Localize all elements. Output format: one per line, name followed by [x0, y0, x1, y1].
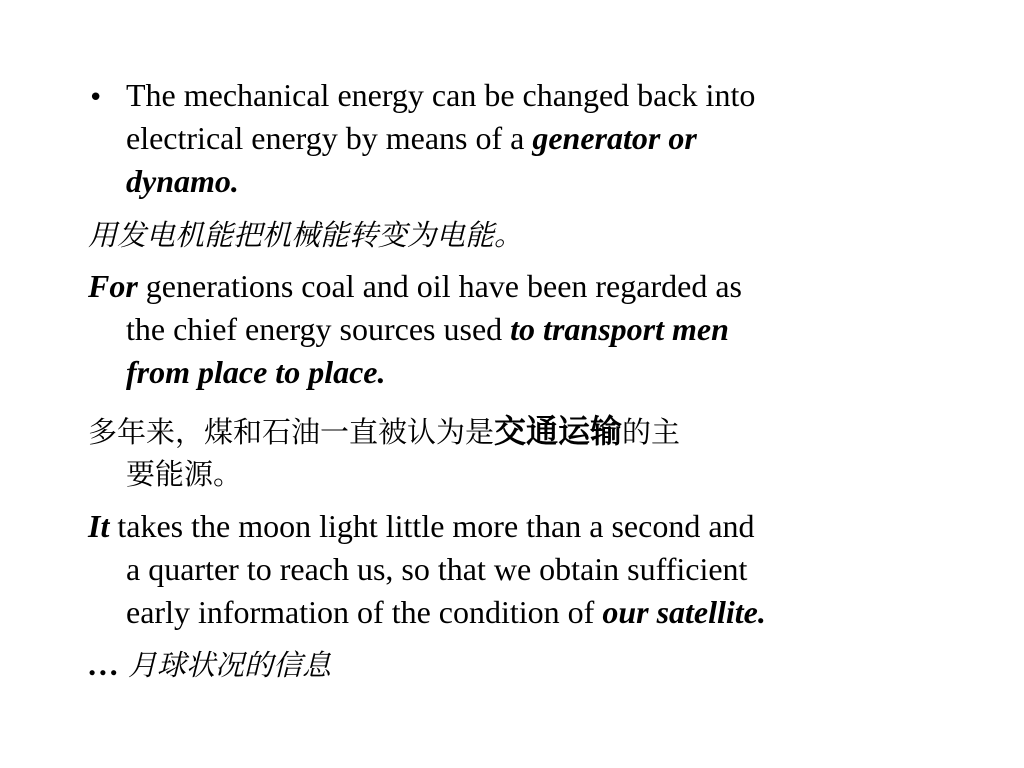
paragraph-energy-sources — [88, 265, 968, 394]
paragraph-generator — [88, 74, 968, 203]
text-mechanical-energy: The mechanical energy can be changed back into — [126, 77, 756, 113]
paragraph-moon-light-line-2 — [88, 548, 968, 591]
text-chief-energy: the chief energy sources used — [126, 311, 511, 347]
bullet-icon: • — [88, 83, 104, 113]
paragraph-moon-light-line-1 — [88, 505, 968, 548]
text-moon-light: takes the moon light little more than a second and — [109, 508, 755, 544]
term-transport-men: to transport men — [510, 311, 729, 347]
paragraph-energy-sources-line-2 — [88, 308, 968, 351]
paragraph-moon-light-line-3 — [88, 591, 968, 634]
translation-moon — [88, 643, 968, 686]
term-transportation: 交通运输 — [494, 412, 623, 450]
translation-generator-text: 用发电机能把机械能转变为电能。 — [88, 218, 524, 252]
term-generator: generator or — [532, 120, 697, 156]
ellipsis: … — [88, 646, 128, 682]
term-it: It — [88, 508, 110, 544]
translation-energy-sources-end: 要能源。 — [126, 457, 243, 491]
text-quarter: a quarter to reach us, so that we obtain sufficient — [126, 551, 748, 587]
translation-energy-sources-tail: 的主 — [622, 415, 681, 449]
term-for: For — [88, 268, 138, 304]
term-place-to-place: from place to place. — [126, 354, 386, 390]
text-electrical-energy: electrical energy by means of a — [126, 120, 533, 156]
paragraph-moon-light — [88, 505, 968, 634]
translation-generator — [88, 214, 968, 257]
paragraph-generator-line-1 — [88, 74, 968, 117]
translation-moon-text: 月球状况的信息 — [128, 648, 332, 682]
paragraph-energy-sources-line-3 — [88, 351, 968, 394]
text-early-information: early information of the condition of — [126, 594, 603, 630]
translation-energy-sources-line-1 — [88, 410, 968, 453]
paragraph-energy-sources-line-1 — [88, 265, 968, 308]
paragraph-generator-line-3 — [88, 160, 968, 203]
term-dynamo: dynamo. — [126, 163, 239, 199]
text-generations: generations coal and oil have been regarded as — [137, 268, 742, 304]
translation-energy-sources — [88, 410, 968, 496]
translation-moon-line — [88, 643, 968, 686]
translation-energy-sources-line-2 — [88, 453, 968, 496]
term-our-satellite: our satellite. — [602, 594, 766, 630]
paragraph-generator-line-2 — [88, 117, 968, 160]
translation-energy-sources-text: 多年来，煤和石油一直被认为是 — [88, 415, 495, 449]
